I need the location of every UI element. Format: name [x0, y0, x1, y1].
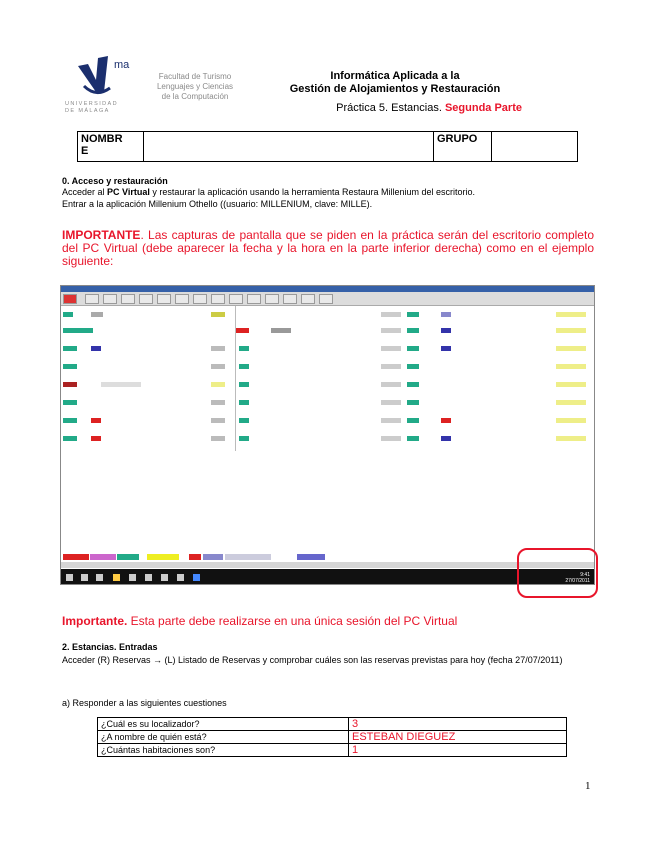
section0-line1: Acceder al PC Virtual y restaurar la aplicación usando la herramienta Restaura Millenium del escritorio.: [62, 187, 476, 197]
question-cell: ¿A nombre de quién está?: [98, 731, 349, 744]
section0-heading: 0. Acceso y restauración: [62, 176, 168, 186]
table-row: [98, 731, 567, 744]
table-row: [98, 718, 567, 731]
group-field[interactable]: [492, 132, 578, 162]
group-label: GRUPO: [434, 132, 492, 162]
clock-highlight-circle: [517, 548, 598, 598]
screenshot-taskbar: [61, 569, 594, 585]
subtitle-part: Segunda Parte: [444, 102, 522, 114]
important-note-2: Importante. Esta parte debe realizarse en una única sesión del PC Virtual: [62, 614, 458, 628]
question-cell: ¿Cuál es su localizador?: [98, 718, 349, 731]
name-field[interactable]: [144, 132, 434, 162]
section0-line2: Entrar a la aplicación Millenium Othello ((usuario: MILLENIUM, clave: MILLE).: [62, 199, 373, 209]
screenshot-clock: 9:41 27/07/2011: [565, 572, 590, 584]
questions-table: [97, 717, 567, 757]
example-screenshot: [60, 285, 595, 585]
university-name: UNIVERSIDAD DE MÁLAGA: [65, 101, 118, 114]
name-label: NOMBR E: [78, 132, 144, 162]
section2-body: Acceder (R) Reservas → (L) Listado de Reservas y comprobar cuáles son las reservas previstas para hoy (fecha 27/07/2011): [62, 655, 563, 665]
important-note: IMPORTANTE. Las capturas de pantalla que se piden en la práctica serán del escritorio completo del PC Virtual (debe aparecer la fecha y la hora en la parte inferior derecha) como en el ejemplo siguiente:: [62, 228, 594, 268]
screenshot-legend: [61, 553, 594, 562]
table-row: [98, 744, 567, 757]
answer-cell[interactable]: 1: [349, 744, 567, 757]
section2-sub-a: a) Responder a las siguientes cuestiones: [62, 698, 227, 708]
document-title: Informática Aplicada a la Gestión de Alojamientos y Restauración: [289, 70, 501, 95]
screenshot-tabs: [61, 562, 594, 568]
page-number: 1: [585, 780, 591, 792]
question-cell: ¿Cuántas habitaciones son?: [98, 744, 349, 757]
answer-cell[interactable]: 3: [349, 718, 567, 731]
document-subtitle: Práctica 5. Estancias. Segunda Parte: [336, 102, 522, 114]
faculty-name: Facultad de Turismo Lenguajes y Ciencias de la Computación: [156, 72, 234, 101]
logo-text: ma: [114, 59, 130, 71]
answer-cell[interactable]: ESTEBAN DIEGUEZ: [349, 731, 567, 744]
section2-heading: 2. Estancias. Entradas: [62, 642, 158, 652]
name-group-table: [77, 131, 578, 162]
